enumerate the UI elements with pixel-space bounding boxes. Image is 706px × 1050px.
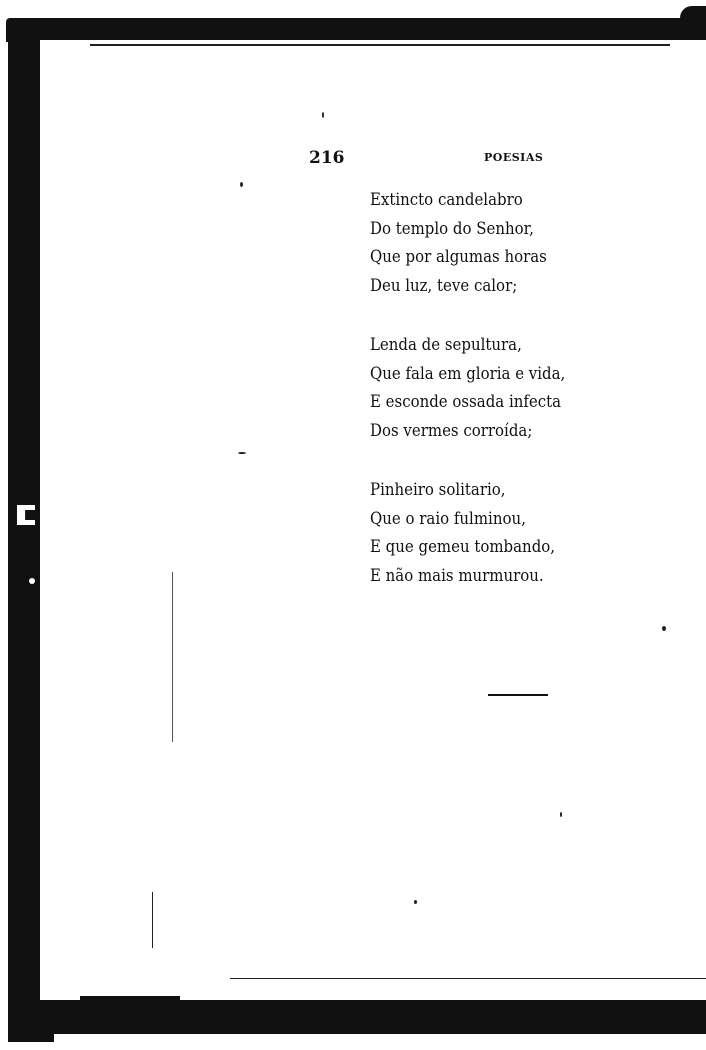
ink-speck <box>414 900 417 904</box>
stanza <box>370 186 592 300</box>
bottom-page-edge <box>230 978 706 979</box>
page-number: 216 <box>309 148 345 168</box>
verse-line: Do templo do Senhor, <box>370 218 534 239</box>
verse-line: Que por algumas horas <box>370 247 547 267</box>
running-head: POESIAS <box>484 151 544 164</box>
ink-speck <box>662 626 666 631</box>
verse-line: E que gemeu tombando, <box>370 537 556 557</box>
page-header <box>0 148 706 172</box>
verse-line: E não mais murmurou. <box>370 565 544 586</box>
verse-line: Pinheiro solitario, <box>370 480 506 500</box>
top-page-edge <box>90 44 670 46</box>
verse-line: Deu luz, teve calor; <box>370 275 518 296</box>
verse-line: E esconde ossada infecta <box>370 392 562 412</box>
bottom-page-shadow <box>80 996 180 1000</box>
verse-line: Que fala em gloria e vida, <box>370 363 566 384</box>
verse-line: Lenda de sepultura, <box>370 335 522 355</box>
scan-border-bottom <box>24 994 706 1034</box>
ink-speck <box>240 182 243 187</box>
stanza <box>370 331 592 445</box>
ink-speck <box>560 812 562 817</box>
ink-speck <box>238 452 246 454</box>
verse-line: Que o raio fulminou, <box>370 508 526 529</box>
margin-speck <box>29 578 35 584</box>
verse-line: Extincto candelabro <box>370 190 523 210</box>
verse-line: Dos vermes corroída; <box>370 420 533 441</box>
ink-speck <box>322 112 324 118</box>
closing-rule <box>488 694 548 696</box>
poem <box>370 186 592 621</box>
scan-border-corner <box>680 6 706 42</box>
scan-border-top <box>6 18 706 42</box>
show-through-line <box>172 572 173 742</box>
stanza <box>370 476 592 590</box>
show-through-line <box>152 892 153 948</box>
